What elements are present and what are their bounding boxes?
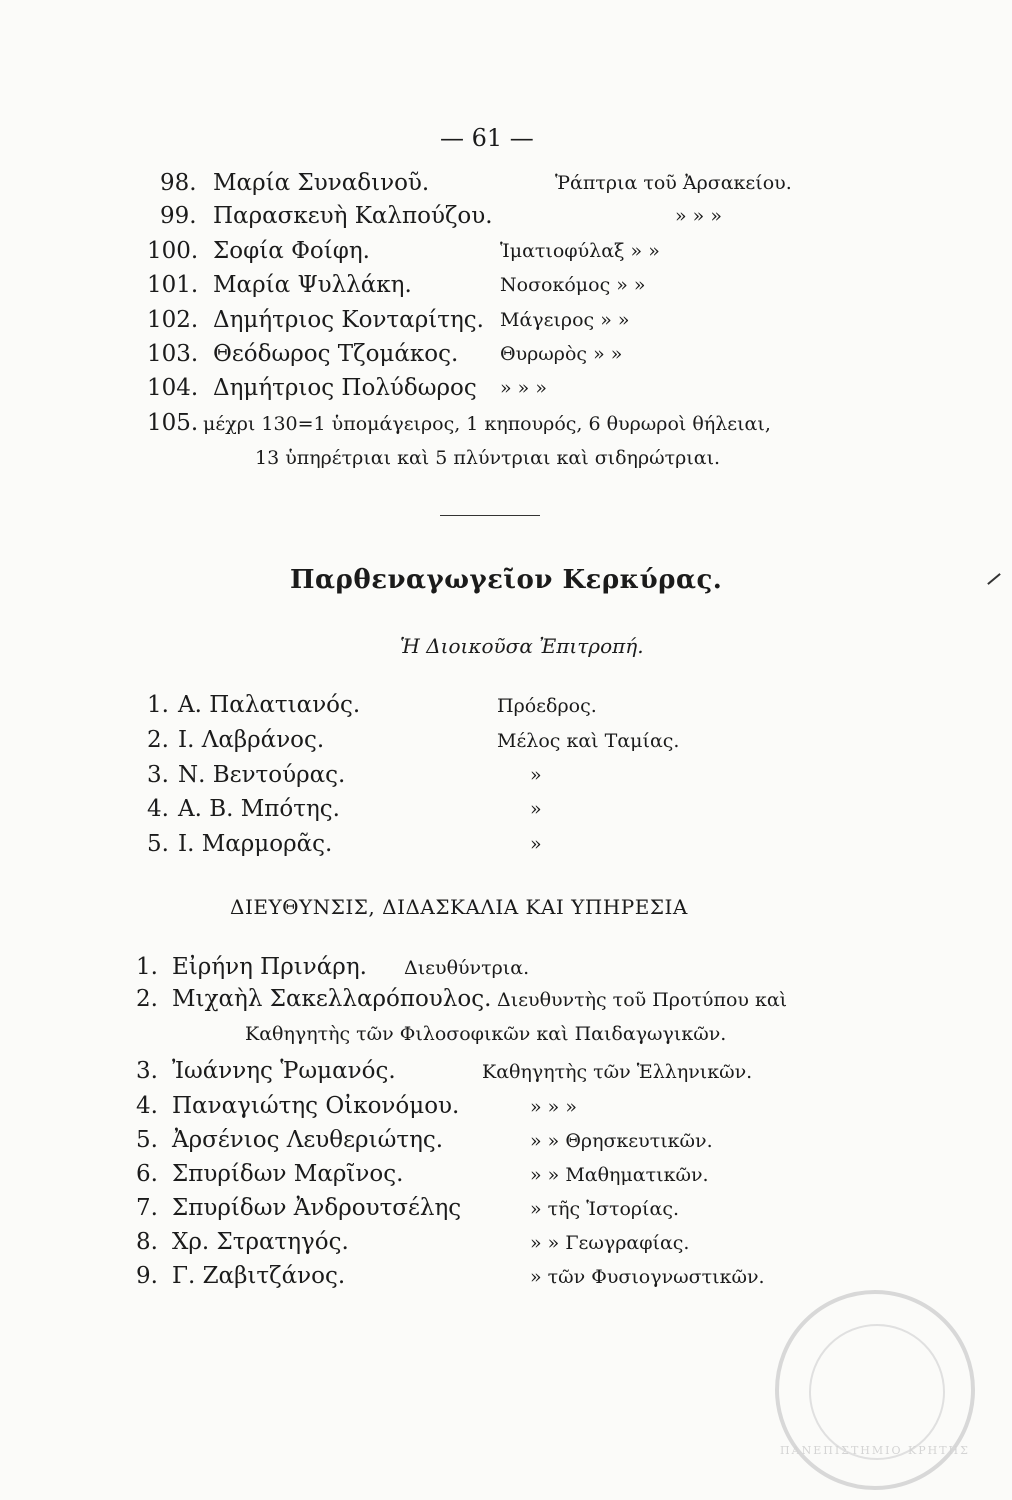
list1-name: Σοφία Φοίφη.: [213, 238, 370, 264]
committee-num: 3.: [147, 762, 169, 788]
staff-num: 3.: [136, 1058, 158, 1084]
staff-role: Διευθύντρια.: [404, 957, 530, 979]
staff-role: Καθηγητὴς τῶν Ἑλληνικῶν.: [482, 1061, 753, 1083]
list1-role: Θυρωρὸς » »: [500, 343, 623, 365]
section-divider: [440, 515, 540, 516]
seal-text: ΠΑΝΕΠΙΣΤΗΜΙΟ ΚΡΗΤΗΣ: [780, 1444, 970, 1457]
list1-num: 103.: [147, 341, 199, 367]
list1-num: 102.: [147, 307, 199, 333]
staff-name: Παναγιώτης Οἰκονόμου.: [172, 1093, 460, 1119]
staff-num: 7.: [136, 1195, 158, 1221]
staff-num: 9.: [136, 1263, 158, 1289]
staff-role: » τῶν Φυσιογνωστικῶν.: [530, 1266, 765, 1288]
committee-num: 1.: [147, 692, 169, 718]
staff-role: » τῆς Ἱστορίας.: [530, 1198, 680, 1220]
seal-inner-ring: [809, 1324, 945, 1460]
staff-name: Ἰωάννης Ῥωμανός.: [172, 1058, 396, 1084]
committee-role: »: [530, 833, 542, 855]
list1-name: Θεόδωρος Τζομάκος.: [213, 341, 459, 367]
committee-num: 4.: [147, 796, 169, 822]
stray-pen-mark: [987, 573, 1001, 585]
staff-name: Εἰρήνη Πρινάρη.: [172, 954, 367, 980]
list1-name: Παρασκευὴ Καλπούζου.: [213, 203, 493, 229]
committee-role: »: [530, 798, 542, 820]
library-seal-watermark: [775, 1290, 975, 1490]
list1-num: 99.: [160, 203, 197, 229]
committee-name: Α. Παλατιανός.: [178, 692, 361, 718]
committee-title: Ἡ Διοικοῦσα Ἐπιτροπή.: [400, 634, 644, 658]
list1-num: 104.: [147, 375, 199, 401]
list1-name: μέχρι 130=1 ὑπομάγειρος, 1 κηπουρός, 6 θυρωροὶ θήλειαι,: [203, 413, 771, 435]
list1-role: Ῥάπτρια τοῦ Ἀρσακείου.: [555, 172, 792, 194]
committee-role: »: [530, 764, 542, 786]
committee-num: 5.: [147, 831, 169, 857]
staff-role: » » Γεωγραφίας.: [530, 1232, 690, 1254]
committee-name: Α. Β. Μπότης.: [178, 796, 340, 822]
page-number: — 61 —: [440, 124, 534, 152]
staff-name: Ἀρσένιος Λευθεριώτης.: [172, 1127, 444, 1153]
staff-name: Γ. Ζαβιτζάνος.: [172, 1263, 346, 1289]
committee-name: Ι. Μαρμορᾶς.: [178, 831, 333, 857]
staff-name: Χρ. Στρατηγός.: [172, 1229, 349, 1255]
list1-role: Μάγειρος » »: [500, 309, 630, 331]
committee-name: Ι. Λαβράνος.: [178, 727, 325, 753]
staff-num: 5.: [136, 1127, 158, 1153]
list1-name: Μαρία Συναδινοῦ.: [213, 170, 430, 196]
list1-name: Μαρία Ψυλλάκη.: [213, 272, 412, 298]
list1-role: » » »: [675, 205, 722, 227]
staff-num: 1.: [136, 954, 158, 980]
staff-role: » » Θρησκευτικῶν.: [530, 1130, 713, 1152]
committee-role: Πρόεδρος.: [497, 695, 597, 717]
list1-role: » » »: [500, 377, 547, 399]
list1-num: 98.: [160, 170, 197, 196]
list1-role: Νοσοκόμος » »: [500, 274, 646, 296]
staff-heading: ΔΙΕΥΘΥΝΣΙΣ, ΔΙΔΑΣΚΑΛΙΑ ΚΑΙ ΥΠΗΡΕΣΙΑ: [230, 895, 688, 919]
list1-num: 100.: [147, 238, 199, 264]
section-title: Παρθεναγωγεῖον Κερκύρας.: [290, 565, 723, 595]
staff-num: 6.: [136, 1161, 158, 1187]
list1-num: 105.: [147, 410, 199, 436]
list1-continuation: 13 ὑπηρέτριαι καὶ 5 πλύντριαι καὶ σιδηρώτριαι.: [255, 447, 721, 469]
list1-name: Δημήτριος Κονταρίτης.: [213, 307, 484, 333]
staff-role: Διευθυντὴς τοῦ Προτύπου καὶ: [497, 989, 788, 1011]
staff-num: 4.: [136, 1093, 158, 1119]
staff-name: Μιχαὴλ Σακελλαρόπουλος.: [172, 986, 492, 1012]
list1-role: Ἱματιοφύλαξ » »: [500, 240, 660, 262]
staff-name: Σπυρίδων Μαρῖνος.: [172, 1161, 404, 1187]
staff-role: » » Μαθηματικῶν.: [530, 1164, 709, 1186]
list1-name: Δημήτριος Πολύδωρος: [213, 375, 477, 401]
list1-num: 101.: [147, 272, 199, 298]
staff-num: 2.: [136, 986, 158, 1012]
staff-num: 8.: [136, 1229, 158, 1255]
staff-role: » » »: [530, 1096, 577, 1118]
staff-continuation: Καθηγητὴς τῶν Φιλοσοφικῶν καὶ Παιδαγωγικῶν.: [245, 1023, 727, 1045]
committee-name: Ν. Βεντούρας.: [178, 762, 346, 788]
committee-num: 2.: [147, 727, 169, 753]
staff-name: Σπυρίδων Ἀνδρουτσέλης: [172, 1195, 462, 1221]
committee-role: Μέλος καὶ Ταμίας.: [497, 730, 680, 752]
